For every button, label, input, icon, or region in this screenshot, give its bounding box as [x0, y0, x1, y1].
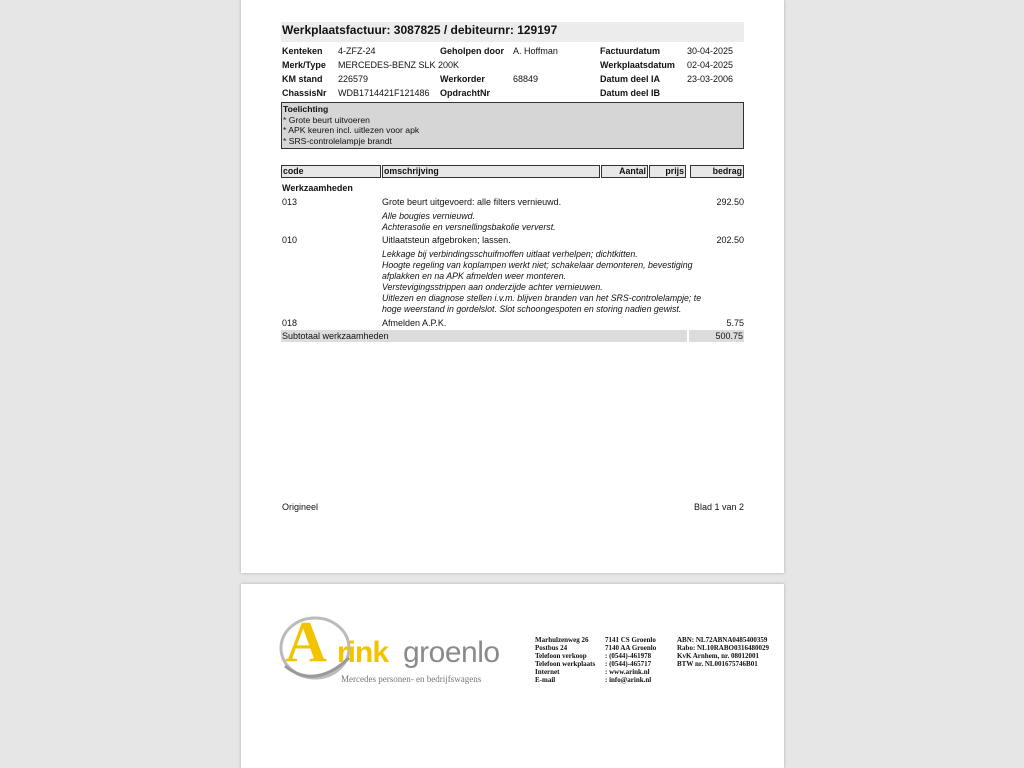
- contact-line: KvK Arnhem, nr. 08012001: [677, 652, 759, 660]
- item-code: 018: [282, 318, 298, 328]
- item-amount: 292.50: [716, 197, 744, 207]
- kenteken-value: 4-ZFZ-24: [338, 46, 376, 56]
- item-amount: 202.50: [716, 235, 744, 245]
- item-desc: Afmelden A.P.K.: [382, 318, 447, 328]
- letterhead-page: [241, 584, 784, 768]
- contact-line: Rabo: NL10RABO0316480029: [677, 644, 769, 652]
- datum-ia-value: 23-03-2006: [687, 74, 734, 84]
- logo-tagline: Mercedes personen- en bedrijfswagens: [341, 674, 482, 684]
- toelichting-line: * APK keuren incl. uitlezen voor apk: [283, 125, 420, 136]
- subtotal-row: [281, 330, 744, 342]
- geholpen-label: Geholpen door: [440, 46, 504, 56]
- merk-value: MERCEDES-BENZ SLK 200K: [338, 60, 460, 70]
- company-logo: [279, 609, 519, 694]
- werkorder-label: Werkorder: [440, 74, 485, 84]
- subtotal-value: 500.75: [689, 330, 744, 342]
- toelichting-line: * Grote beurt uitvoeren: [283, 114, 370, 125]
- opdracht-label: OpdrachtNr: [440, 88, 491, 98]
- contact-line: ABN: NL72ABNA0485400359: [677, 636, 768, 644]
- contact-line: : www.arink.nl: [605, 668, 650, 676]
- footer-original: Origineel: [282, 502, 319, 512]
- werkorder-value: 68849: [513, 74, 539, 84]
- contact-line: Telefoon werkplaats: [535, 660, 596, 668]
- km-value: 226579: [338, 74, 369, 84]
- merk-label: Merk/Type: [282, 60, 326, 70]
- datum-ia-label: Datum deel IA: [600, 74, 661, 84]
- item-detail: Alle bougies vernieuwd. Achterasolie en versnellingsbakolie ververst.: [382, 211, 556, 232]
- contact-column-2: [605, 636, 656, 684]
- contact-line: 7140 AA Groenlo: [605, 644, 657, 652]
- item-desc: Uitlaatsteun afgebroken; lassen.: [382, 235, 511, 245]
- invoice-title: Werkplaatsfactuur: 3087825 / debiteurnr: 129197: [281, 22, 744, 42]
- geholpen-value: A. Hoffman: [513, 46, 558, 56]
- section-title: Werkzaamheden: [282, 183, 353, 193]
- contact-line: Postbus 24: [535, 644, 568, 652]
- col-header-prijs: prijs: [649, 165, 686, 178]
- contact-line: : info@arink.nl: [605, 676, 652, 684]
- item-amount: 5.75: [726, 318, 744, 328]
- contact-column-3: [677, 636, 769, 668]
- logo-word-rink: rink: [337, 636, 389, 669]
- chassis-label: ChassisNr: [282, 88, 327, 98]
- datum-ib-label: Datum deel IB: [600, 88, 661, 98]
- page-number: Blad 1 van 2: [693, 502, 744, 512]
- contact-line: Internet: [535, 668, 560, 676]
- subtotal-label: Subtotaal werkzaamheden: [281, 330, 687, 342]
- contact-line: 7141 CS Groenlo: [605, 636, 656, 644]
- kenteken-label: Kenteken: [282, 46, 323, 56]
- factuurdatum-label: Factuurdatum: [600, 46, 661, 56]
- contact-line: BTW nr. NL001675746B01: [677, 660, 758, 668]
- col-header-omschrijving: omschrijving: [382, 165, 600, 178]
- toelichting-line: * SRS-controlelampje brandt: [283, 135, 392, 146]
- item-desc: Grote beurt uitgevoerd: alle filters vernieuwd.: [382, 197, 562, 207]
- contact-column-1: [535, 636, 595, 684]
- item-code: 013: [282, 197, 298, 207]
- item-code: 010: [282, 235, 298, 245]
- logo-word-groenlo: groenlo: [403, 636, 500, 669]
- contact-line: : (0544)-465717: [605, 660, 652, 668]
- toelichting-title: Toelichting: [283, 104, 329, 114]
- toelichting-box: [281, 102, 744, 149]
- chassis-value: WDB1714421F121486: [338, 88, 430, 98]
- col-header-code: code: [281, 165, 381, 178]
- item-detail: Lekkage bij verbindingsschuifmoffen uitlaat verhelpen; dichtkitten. Hoogte regeling van koplampen werkt niet; schakelaar demonteren, bevestiging afplakken en na APK afmelden weer monteren. Verstevigingsstrippen aan onderzijde achter vernieuwen. Uitlezen en diagnose stellen i.v.m. blijven branden van het SRS-controlelampje; te hoge weerstand in gordelslot. Slot schoongespoten en storing nadien gewist.: [382, 249, 702, 314]
- werkplaatsdatum-label: Werkplaatsdatum: [600, 60, 675, 70]
- contact-line: : (0544)-461978: [605, 652, 652, 660]
- invoice-page: [241, 0, 784, 573]
- werkplaatsdatum-value: 02-04-2025: [687, 60, 734, 70]
- contact-line: Marhulzenweg 26: [535, 636, 589, 644]
- km-label: KM stand: [282, 74, 323, 84]
- col-header-bedrag: bedrag: [690, 165, 744, 178]
- contact-line: E-mail: [535, 676, 556, 684]
- factuurdatum-value: 30-04-2025: [687, 46, 734, 56]
- logo-letter: A: [285, 609, 327, 674]
- col-header-aantal: Aantal: [601, 165, 648, 178]
- contact-line: Telefoon verkoop: [535, 652, 587, 660]
